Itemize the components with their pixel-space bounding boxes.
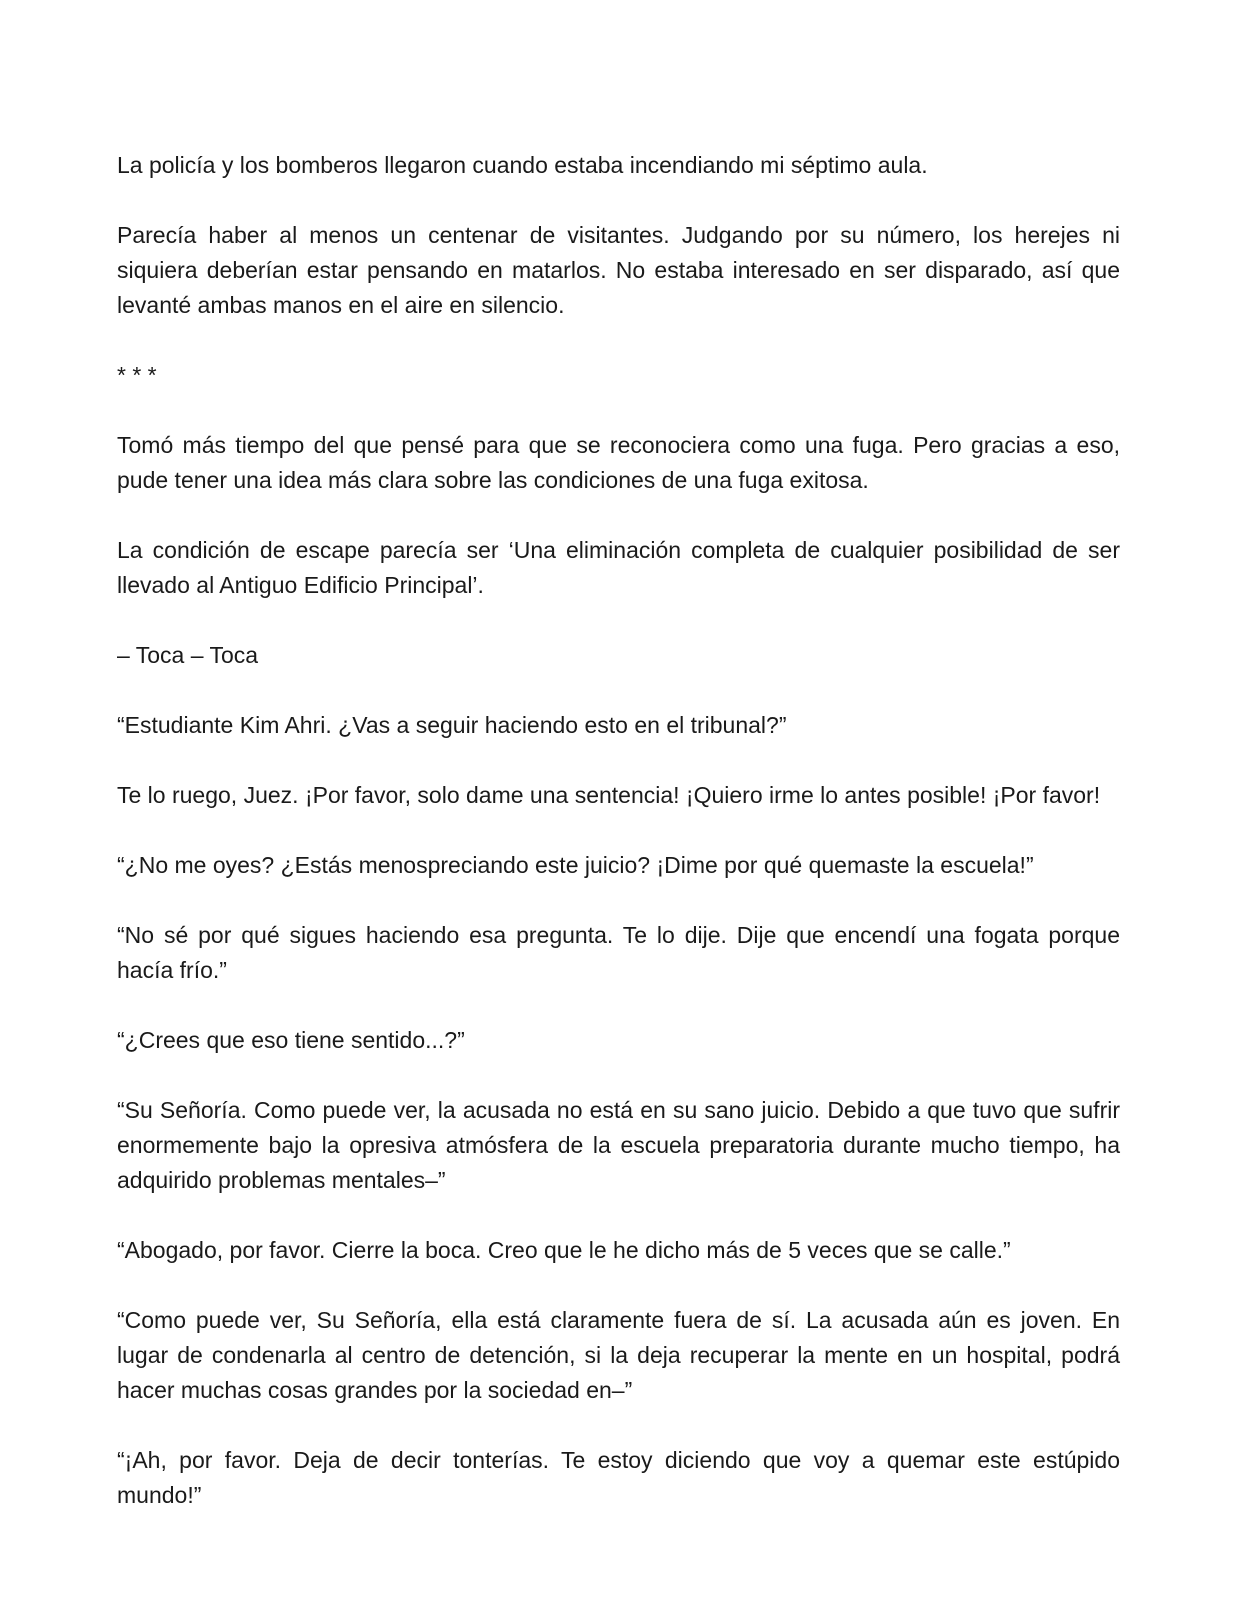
paragraph: Tomó más tiempo del que pensé para que se reconociera como una fuga. Pero gracias a eso, pude tener una idea más clara sobre las condiciones de una fuga exitosa. [117,432,1120,493]
paragraph: Te lo ruego, Juez. ¡Por favor, solo dame una sentencia! ¡Quiero irme lo antes posible! ¡Por favor! [117,782,1101,808]
paragraph: “Abogado, por favor. Cierre la boca. Creo que le he dicho más de 5 veces que se calle.” [117,1237,1011,1263]
paragraph: “Estudiante Kim Ahri. ¿Vas a seguir haciendo esto en el tribunal?” [117,712,787,738]
paragraph: “¡Ah, por favor. Deja de decir tonterías. Te estoy diciendo que voy a quemar este estúpido mundo!” [117,1447,1120,1508]
paragraph: “¿No me oyes? ¿Estás menospreciando este juicio? ¡Dime por qué quemaste la escuela!” [117,852,1034,878]
paragraph: “¿Crees que eso tiene sentido...?” [117,1027,465,1053]
section-separator: * * * [117,362,157,388]
paragraph: La policía y los bomberos llegaron cuando estaba incendiando mi séptimo aula. [117,152,928,178]
document-body [117,148,1120,1513]
paragraph: “Su Señoría. Como puede ver, la acusada no está en su sano juicio. Debido a que tuvo que sufrir enormemente bajo la opresiva atmósfera de la escuela preparatoria durante mucho tiempo, ha adquirido problemas mentales–” [117,1097,1120,1193]
paragraph: “No sé por qué sigues haciendo esa pregunta. Te lo dije. Dije que encendí una fogata porque hacía frío.” [117,922,1120,983]
paragraph: Parecía haber al menos un centenar de visitantes. Judgando por su número, los herejes ni siquiera deberían estar pensando en matarlos. No estaba interesado en ser disparado, así que levanté ambas manos en el aire en silencio. [117,222,1120,318]
paragraph: “Como puede ver, Su Señoría, ella está claramente fuera de sí. La acusada aún es joven. En lugar de condenarla al centro de detención, si la deja recuperar la mente en un hospital, podrá hacer muchas cosas grandes por la sociedad en–” [117,1307,1120,1403]
paragraph: La condición de escape parecía ser ‘Una eliminación completa de cualquier posibilidad de ser llevado al Antiguo Edificio Principal’. [117,537,1120,598]
paragraph: – Toca – Toca [117,642,259,668]
